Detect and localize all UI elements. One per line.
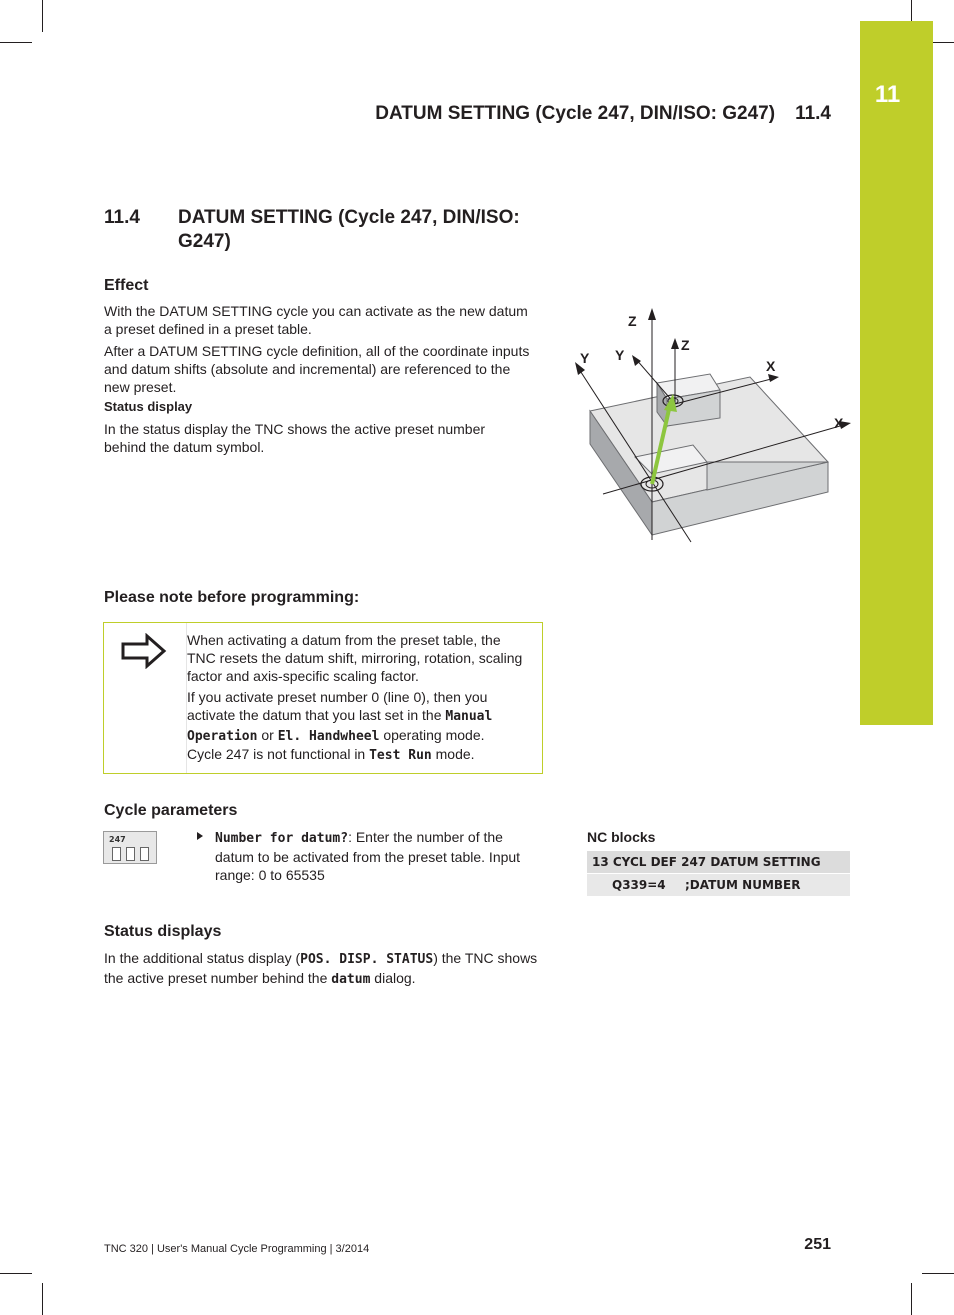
status-displays-paragraph: [104, 949, 549, 989]
note-p2-end: operating mode.: [379, 727, 485, 743]
nc-row: 13 CYCL DEF 247 DATUM SETTING: [587, 851, 850, 874]
status-text-1: In the additional status display (: [104, 950, 301, 966]
effect-paragraph-1: With the DATUM SETTING cycle you can activate as the new datum a preset defined in a preset table.: [104, 303, 528, 337]
section-number: 11.4: [104, 207, 140, 228]
cycle-params-heading: Cycle parameters: [104, 802, 238, 819]
crop-mark: [42, 0, 43, 32]
local-z-label: Z: [681, 337, 690, 353]
softkey-key: [126, 847, 135, 861]
chapter-tab: [860, 21, 933, 725]
softkey-key: [140, 847, 149, 861]
note-paragraph-3: [187, 745, 532, 765]
note-box: [103, 622, 543, 774]
note-paragraph-2: [187, 688, 532, 746]
nc-cell-comment: ;DATUM NUMBER: [685, 878, 801, 892]
nc-blocks-heading: NC blocks: [587, 829, 656, 845]
crop-mark: [42, 1283, 43, 1315]
mode-test-run: Test Run: [369, 748, 432, 763]
nc-row: [587, 874, 850, 897]
page-number: 251: [804, 1236, 831, 1253]
status-display-subheading: Status display: [104, 399, 193, 414]
param-name: Number for datum?: [215, 831, 349, 846]
crop-mark: [922, 1273, 954, 1274]
note-p2-text: If you activate preset number 0 (line 0), then you activate the datum that you last set in the: [187, 689, 488, 723]
footer-text: TNC 320 | User's Manual Cycle Programming | 3/2014: [104, 1243, 370, 1255]
mode-manual-operation: Manual Operation: [187, 709, 493, 744]
param-description: : Enter the number of the datum to be activated from the preset table. Input range: 0 to 65535: [215, 829, 521, 883]
status-text-2: ) the TNC shows the active preset number behind the: [104, 950, 538, 986]
note-p3-text: Cycle 247 is not functional in: [187, 746, 370, 762]
global-y-label: Y: [580, 350, 590, 366]
chapter-number: 11: [874, 81, 901, 108]
bullet-triangle-icon: [197, 832, 203, 840]
note-heading: Please note before programming:: [104, 589, 360, 606]
crop-mark: [0, 42, 32, 43]
note-paragraph-1: When activating a datum from the preset table, the TNC resets the datum shift, mirroring, rotation, scaling factor and axis-specific scaling factor.: [187, 632, 523, 684]
local-x-label: X: [766, 358, 776, 374]
section-title-text: DATUM SETTING (Cycle 247, DIN/ISO: G247): [178, 207, 520, 252]
arrow-right-icon: [120, 633, 168, 669]
param-number-for-datum: [215, 828, 545, 884]
crop-mark: [0, 1273, 32, 1274]
note-p2-or: or: [257, 727, 278, 743]
effect-paragraph-3: In the status display the TNC shows the active preset number behind the datum symbol.: [104, 421, 486, 455]
crop-mark: [911, 1283, 912, 1315]
datum-setting-figure: [565, 302, 855, 552]
nc-blocks-table: [587, 851, 850, 897]
running-header: [375, 103, 831, 125]
nc-cell-param: Q339=4: [612, 878, 666, 892]
datum-dialog-label: datum: [331, 972, 371, 987]
global-x-label: X: [834, 415, 844, 431]
effect-heading: Effect: [104, 277, 149, 294]
note-p3-end: mode.: [431, 746, 475, 762]
running-header-section: 11.4: [795, 103, 831, 124]
pos-disp-status: POS. DISP. STATUS: [300, 952, 434, 967]
effect-paragraph-2: After a DATUM SETTING cycle definition, all of the coordinate inputs and datum shifts (absolute and incremental) are referenced to the new preset.: [104, 343, 530, 395]
status-displays-heading: Status displays: [104, 923, 222, 940]
running-header-title: DATUM SETTING (Cycle 247, DIN/ISO: G247): [375, 103, 776, 124]
mode-el-handwheel: El. Handwheel: [277, 729, 380, 744]
cycle-247-softkey-icon: [103, 831, 157, 864]
softkey-label: 247: [109, 835, 126, 844]
status-text-3: dialog.: [370, 970, 416, 986]
global-z-label: Z: [628, 313, 637, 329]
softkey-key: [112, 847, 121, 861]
local-y-label: Y: [615, 347, 625, 363]
